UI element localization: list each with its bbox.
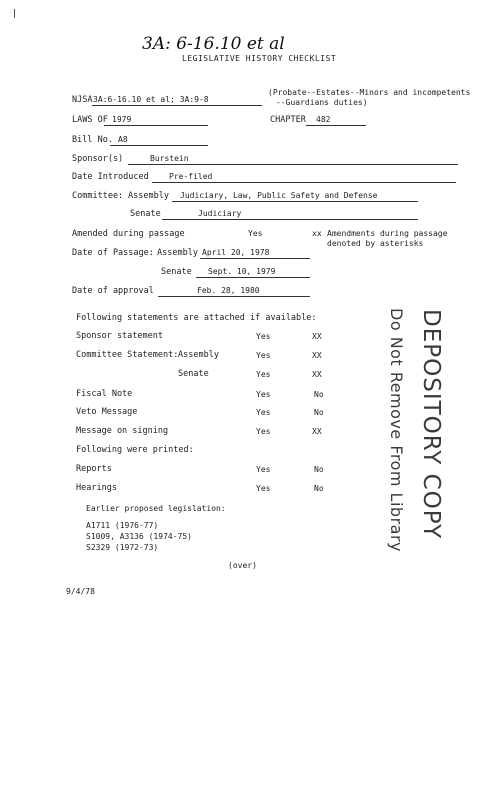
printed-yes: Yes xyxy=(256,484,271,493)
stamp-line-1: DEPOSITORY COPY xyxy=(418,309,444,540)
earlier-item: A1711 (1976-77) xyxy=(86,521,159,530)
statement-yes: Yes xyxy=(256,390,271,399)
earlier-header: Earlier proposed legislation: xyxy=(86,504,226,513)
committee-senate-label: Senate xyxy=(130,209,161,219)
statement-sub: Assembly xyxy=(178,350,219,360)
statement-yes: Yes xyxy=(256,332,271,341)
printed-no: No xyxy=(314,465,324,474)
earlier-item: S1009, A3136 (1974-75) xyxy=(86,532,192,541)
njsa-label: NJSA xyxy=(72,95,93,105)
passage-senate-underline xyxy=(196,277,310,278)
njsa-note-1: (Probate--Estates--Minors and incompetents xyxy=(268,88,471,97)
approval-label: Date of approval xyxy=(72,286,154,296)
laws-of-value: 1979 xyxy=(112,115,132,124)
printed-yes: Yes xyxy=(256,465,271,474)
printed-header: Following were printed: xyxy=(76,445,194,455)
bill-no-label: Bill No. xyxy=(72,135,113,145)
statement-no: XX xyxy=(312,370,322,379)
njsa-note-2: --Guardians duties) xyxy=(276,98,368,107)
statement-label: Committee Statement: xyxy=(76,350,179,360)
statement-label: Message on signing xyxy=(76,426,169,436)
committee-label: Committee: xyxy=(72,191,124,201)
sponsor-value: Burstein xyxy=(150,154,189,163)
amended-note-1: Amendments during passage xyxy=(327,229,448,238)
following-header: Following statements are attached if available: xyxy=(76,313,317,323)
committee-senate-value: Judiciary xyxy=(198,209,242,218)
laws-of-label: LAWS OF xyxy=(72,115,108,125)
statement-yes: Yes xyxy=(256,370,271,379)
committee-assembly-label: Assembly xyxy=(128,191,169,201)
statement-no: XX xyxy=(312,351,322,360)
statement-yes: Yes xyxy=(256,427,271,436)
passage-assembly-underline xyxy=(200,258,310,259)
statement-sub: Senate xyxy=(178,369,209,379)
date-introduced-label: Date Introduced xyxy=(72,172,149,182)
statement-label: Sponsor statement xyxy=(76,331,163,341)
njsa-underline xyxy=(92,105,262,106)
printed-no: No xyxy=(314,484,324,493)
statement-no: No xyxy=(314,390,324,399)
printed-label: Reports xyxy=(76,464,112,474)
passage-senate-value: Sept. 10, 1979 xyxy=(208,267,276,276)
margin-mark xyxy=(14,9,16,18)
over-text: (over) xyxy=(228,561,257,570)
statement-yes: Yes xyxy=(256,351,271,360)
statement-yes: Yes xyxy=(256,408,271,417)
chapter-underline xyxy=(306,125,366,126)
stamp-line-2: Do Not Remove From Library xyxy=(387,308,406,552)
approval-value: Feb. 28, 1980 xyxy=(197,286,260,295)
sponsor-label: Sponsor(s) xyxy=(72,154,124,164)
laws-of-underline xyxy=(104,125,208,126)
approval-underline xyxy=(158,296,310,297)
amended-label: Amended during passage xyxy=(72,229,185,239)
committee-assembly-underline xyxy=(172,201,418,202)
bill-no-underline xyxy=(110,145,208,146)
committee-assembly-value: Judiciary, Law, Public Safety and Defense xyxy=(180,191,378,200)
sponsor-underline xyxy=(128,164,458,165)
amended-yes: Yes xyxy=(248,229,263,238)
passage-senate-label: Senate xyxy=(161,267,192,277)
date-introduced-value: Pre-filed xyxy=(169,172,213,181)
statement-label: Fiscal Note xyxy=(76,389,133,399)
passage-label: Date of Passage: xyxy=(72,248,154,258)
handwritten-title: 3A: 6-16.10 et al xyxy=(142,34,285,54)
passage-assembly-label: Assembly xyxy=(157,248,198,258)
bill-no-value: A8 xyxy=(118,135,128,144)
chapter-value: 482 xyxy=(316,115,331,124)
footer-code: 9/4/78 xyxy=(66,587,95,596)
earlier-item: S2329 (1972-73) xyxy=(86,543,159,552)
date-introduced-underline xyxy=(152,182,456,183)
statement-no: XX xyxy=(312,427,322,436)
njsa-value: 3A:6-16.10 et al; 3A:9-8 xyxy=(93,95,209,104)
passage-assembly-value: April 20, 1978 xyxy=(202,248,270,257)
chapter-label: CHAPTER xyxy=(270,115,306,125)
amended-mark: xx xyxy=(312,229,322,238)
statement-label: Veto Message xyxy=(76,407,138,417)
printed-label: Hearings xyxy=(76,483,117,493)
statement-no: No xyxy=(314,408,324,417)
form-title: LEGISLATIVE HISTORY CHECKLIST xyxy=(182,54,337,63)
statement-no: XX xyxy=(312,332,322,341)
committee-senate-underline xyxy=(162,219,418,220)
amended-note-2: denoted by asterisks xyxy=(327,239,424,248)
